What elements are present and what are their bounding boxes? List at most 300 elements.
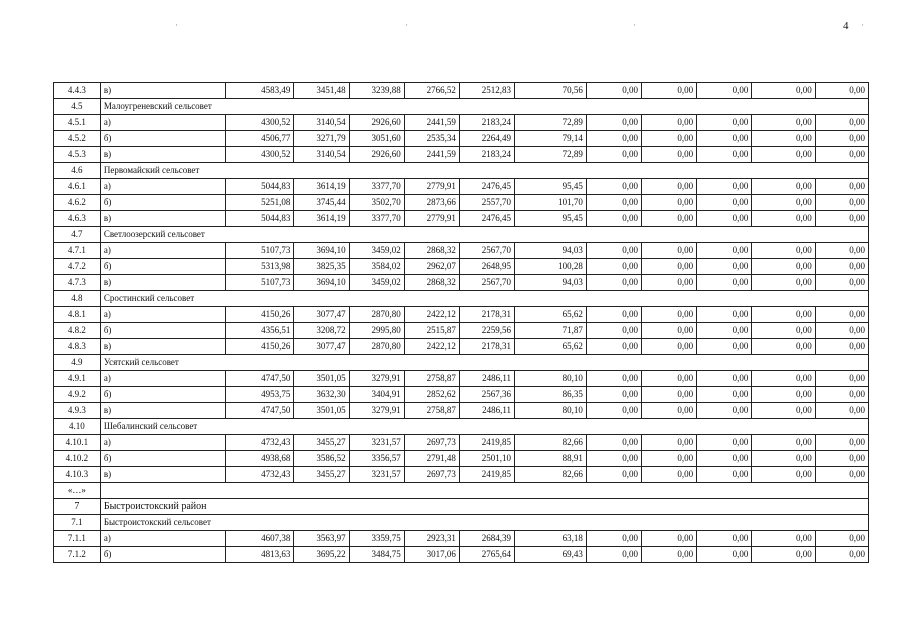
value-cell: 2486,11 (459, 371, 514, 387)
value-cell: 0,00 (752, 323, 815, 339)
value-cell: 0,00 (815, 275, 868, 291)
value-cell: 3451,48 (294, 83, 349, 99)
section-name: Малоугреневский сельсовет (100, 99, 868, 115)
value-cell: 4732,43 (225, 467, 294, 483)
value-cell: 4813,63 (225, 547, 294, 563)
value-cell: 0,00 (697, 259, 752, 275)
value-cell: 0,00 (752, 467, 815, 483)
value-cell: 0,00 (642, 115, 697, 131)
section-header-row (54, 515, 869, 531)
value-cell: 3140,54 (294, 115, 349, 131)
value-cell: 2791,48 (404, 451, 459, 467)
value-cell: 0,00 (752, 131, 815, 147)
table-row (54, 403, 869, 419)
value-cell: 63,18 (515, 531, 587, 547)
value-cell: 0,00 (697, 83, 752, 99)
scan-speck: · (405, 20, 408, 30)
value-cell: 2178,31 (459, 307, 514, 323)
section-header-row (54, 291, 869, 307)
value-cell: 0,00 (586, 131, 641, 147)
row-letter: а) (100, 435, 225, 451)
value-cell: 0,00 (642, 467, 697, 483)
value-cell: 65,62 (515, 307, 587, 323)
value-cell: 4607,38 (225, 531, 294, 547)
value-cell: 0,00 (815, 387, 868, 403)
value-cell: 5107,73 (225, 243, 294, 259)
value-cell: 0,00 (697, 371, 752, 387)
value-cell: 0,00 (697, 307, 752, 323)
value-cell: 80,10 (515, 371, 587, 387)
value-cell: 0,00 (752, 451, 815, 467)
value-cell: 3208,72 (294, 323, 349, 339)
row-letter: в) (100, 211, 225, 227)
value-cell: 5251,08 (225, 195, 294, 211)
value-cell: 2441,59 (404, 115, 459, 131)
value-cell: 3231,57 (349, 435, 404, 451)
value-cell: 82,66 (515, 467, 587, 483)
value-cell: 4150,26 (225, 307, 294, 323)
value-cell: 2758,87 (404, 403, 459, 419)
value-cell: 3484,75 (349, 547, 404, 563)
value-cell: 0,00 (752, 547, 815, 563)
value-cell: 0,00 (586, 403, 641, 419)
value-cell: 0,00 (642, 323, 697, 339)
value-cell: 80,10 (515, 403, 587, 419)
value-cell: 0,00 (642, 243, 697, 259)
table-row (54, 275, 869, 291)
value-cell: 0,00 (642, 275, 697, 291)
table-row (54, 147, 869, 163)
value-cell: 0,00 (815, 531, 868, 547)
value-cell: 2567,36 (459, 387, 514, 403)
page-number: 4 (843, 20, 849, 32)
value-cell: 0,00 (642, 83, 697, 99)
value-cell: 0,00 (815, 83, 868, 99)
value-cell: 5107,73 (225, 275, 294, 291)
value-cell: 2476,45 (459, 211, 514, 227)
row-letter: в) (100, 467, 225, 483)
value-cell: 3745,44 (294, 195, 349, 211)
value-cell: 2870,80 (349, 339, 404, 355)
value-cell: 3404,91 (349, 387, 404, 403)
table-row (54, 547, 869, 563)
value-cell: 2441,59 (404, 147, 459, 163)
value-cell: 0,00 (697, 275, 752, 291)
row-letter: б) (100, 259, 225, 275)
value-cell: 88,91 (515, 451, 587, 467)
value-cell: 0,00 (752, 147, 815, 163)
row-code: 4.6 (54, 163, 101, 179)
value-cell: 82,66 (515, 435, 587, 451)
row-letter: а) (100, 307, 225, 323)
section-name: Светлоозерский сельсовет (100, 227, 868, 243)
value-cell: 0,00 (815, 451, 868, 467)
row-letter: б) (100, 451, 225, 467)
value-cell: 0,00 (815, 147, 868, 163)
row-letter: в) (100, 83, 225, 99)
value-cell: 72,89 (515, 147, 587, 163)
value-cell: 0,00 (586, 195, 641, 211)
value-cell: 0,00 (752, 403, 815, 419)
row-code: 4.9 (54, 355, 101, 371)
value-cell: 5044,83 (225, 211, 294, 227)
table-row (54, 467, 869, 483)
value-cell: 0,00 (752, 371, 815, 387)
row-code: 4.5.3 (54, 147, 101, 163)
value-cell: 0,00 (642, 435, 697, 451)
value-cell: 0,00 (815, 307, 868, 323)
table-row (54, 211, 869, 227)
table-row (54, 307, 869, 323)
value-cell: 0,00 (697, 387, 752, 403)
value-cell: 2486,11 (459, 403, 514, 419)
value-cell: 2697,73 (404, 467, 459, 483)
value-cell: 79,14 (515, 131, 587, 147)
value-cell: 3459,02 (349, 275, 404, 291)
value-cell: 0,00 (697, 547, 752, 563)
row-letter: в) (100, 403, 225, 419)
value-cell: 4747,50 (225, 371, 294, 387)
row-code: 4.9.1 (54, 371, 101, 387)
value-cell: 0,00 (815, 195, 868, 211)
value-cell: 0,00 (815, 371, 868, 387)
value-cell: 0,00 (586, 547, 641, 563)
value-cell: 70,56 (515, 83, 587, 99)
row-code: 4.6.3 (54, 211, 101, 227)
value-cell: 95,45 (515, 179, 587, 195)
value-cell: 2264,49 (459, 131, 514, 147)
row-code: 4.4.3 (54, 83, 101, 99)
value-cell: 0,00 (752, 275, 815, 291)
row-letter: б) (100, 547, 225, 563)
value-cell: 4747,50 (225, 403, 294, 419)
row-code: 4.7.2 (54, 259, 101, 275)
value-cell: 86,35 (515, 387, 587, 403)
table-row (54, 531, 869, 547)
value-cell: 0,00 (586, 243, 641, 259)
value-cell: 4506,77 (225, 131, 294, 147)
value-cell: 2766,52 (404, 83, 459, 99)
row-code: 4.5 (54, 99, 101, 115)
value-cell: 0,00 (642, 307, 697, 323)
value-cell: 2873,66 (404, 195, 459, 211)
value-cell: 5313,98 (225, 259, 294, 275)
value-cell: 3501,05 (294, 403, 349, 419)
value-cell: 2923,31 (404, 531, 459, 547)
value-cell: 3279,91 (349, 371, 404, 387)
row-letter: а) (100, 115, 225, 131)
value-cell: 72,89 (515, 115, 587, 131)
value-cell: 0,00 (697, 131, 752, 147)
value-cell: 2684,39 (459, 531, 514, 547)
value-cell: 2476,45 (459, 179, 514, 195)
table-row (54, 371, 869, 387)
value-cell: 3239,88 (349, 83, 404, 99)
section-header-row (54, 99, 869, 115)
section-name: Усятский сельсовет (100, 355, 868, 371)
section-header-row (54, 355, 869, 371)
value-cell: 2765,64 (459, 547, 514, 563)
value-cell: 0,00 (586, 259, 641, 275)
value-cell: 0,00 (752, 339, 815, 355)
value-cell: 3502,70 (349, 195, 404, 211)
value-cell: 2183,24 (459, 115, 514, 131)
value-cell: 0,00 (752, 211, 815, 227)
value-cell: 2868,32 (404, 243, 459, 259)
scan-speck: · (175, 20, 178, 30)
value-cell: 0,00 (752, 115, 815, 131)
value-cell: 0,00 (697, 403, 752, 419)
value-cell: 0,00 (815, 115, 868, 131)
value-cell: 3077,47 (294, 307, 349, 323)
ellipsis-row (54, 483, 869, 499)
value-cell: 3455,27 (294, 435, 349, 451)
value-cell: 2259,56 (459, 323, 514, 339)
table-row (54, 323, 869, 339)
value-cell: 0,00 (697, 179, 752, 195)
value-cell: 2557,70 (459, 195, 514, 211)
value-cell: 0,00 (752, 435, 815, 451)
row-code: 4.7.1 (54, 243, 101, 259)
value-cell: 0,00 (697, 195, 752, 211)
value-cell: 2419,85 (459, 435, 514, 451)
row-code: 4.8.3 (54, 339, 101, 355)
table-row (54, 195, 869, 211)
value-cell: 0,00 (815, 211, 868, 227)
value-cell: 3077,47 (294, 339, 349, 355)
value-cell: 0,00 (752, 259, 815, 275)
section-name: Шебалинский сельсовет (100, 419, 868, 435)
value-cell: 94,03 (515, 275, 587, 291)
row-code: 4.10.2 (54, 451, 101, 467)
value-cell: 0,00 (815, 131, 868, 147)
value-cell: 2501,10 (459, 451, 514, 467)
value-cell: 3140,54 (294, 147, 349, 163)
row-letter: б) (100, 387, 225, 403)
table-row (54, 179, 869, 195)
value-cell: 0,00 (815, 243, 868, 259)
value-cell: 0,00 (697, 467, 752, 483)
value-cell: 0,00 (642, 403, 697, 419)
value-cell: 2962,07 (404, 259, 459, 275)
table-row (54, 435, 869, 451)
value-cell: 4300,52 (225, 115, 294, 131)
value-cell: 3695,22 (294, 547, 349, 563)
value-cell: 0,00 (697, 435, 752, 451)
value-cell: 2870,80 (349, 307, 404, 323)
value-cell: 0,00 (642, 451, 697, 467)
value-cell: 0,00 (586, 467, 641, 483)
value-cell: 3279,91 (349, 403, 404, 419)
row-code: 4.6.1 (54, 179, 101, 195)
table-row (54, 387, 869, 403)
row-code: 4.8.1 (54, 307, 101, 323)
value-cell: 2995,80 (349, 323, 404, 339)
value-cell: 5044,83 (225, 179, 294, 195)
value-cell: 0,00 (697, 531, 752, 547)
value-cell: 0,00 (586, 435, 641, 451)
table-row (54, 339, 869, 355)
row-code: 4.10.3 (54, 467, 101, 483)
row-code: 7.1 (54, 515, 101, 531)
value-cell: 2926,60 (349, 147, 404, 163)
section-header-row (54, 227, 869, 243)
row-code: 4.5.1 (54, 115, 101, 131)
value-cell: 3017,06 (404, 547, 459, 563)
value-cell: 0,00 (586, 115, 641, 131)
value-cell: 2852,62 (404, 387, 459, 403)
value-cell: 0,00 (697, 323, 752, 339)
value-cell: 3377,70 (349, 179, 404, 195)
value-cell: 2422,12 (404, 307, 459, 323)
value-cell: 2648,95 (459, 259, 514, 275)
row-code: 4.8.2 (54, 323, 101, 339)
value-cell: 100,28 (515, 259, 587, 275)
empty-cell (100, 483, 868, 499)
value-cell: 0,00 (586, 339, 641, 355)
value-cell: 0,00 (642, 147, 697, 163)
value-cell: 0,00 (642, 371, 697, 387)
row-code: 4.5.2 (54, 131, 101, 147)
row-code: 4.7 (54, 227, 101, 243)
row-letter: а) (100, 531, 225, 547)
value-cell: 3825,35 (294, 259, 349, 275)
table-row (54, 83, 869, 99)
row-letter: б) (100, 195, 225, 211)
value-cell: 0,00 (815, 467, 868, 483)
value-cell: 4583,49 (225, 83, 294, 99)
value-cell: 0,00 (815, 435, 868, 451)
value-cell: 3694,10 (294, 275, 349, 291)
value-cell: 3694,10 (294, 243, 349, 259)
value-cell: 0,00 (752, 531, 815, 547)
value-cell: 0,00 (642, 211, 697, 227)
value-cell: 2178,31 (459, 339, 514, 355)
value-cell: 0,00 (752, 307, 815, 323)
scan-speck: · (633, 20, 636, 30)
row-code: «…» (54, 483, 101, 499)
table-row (54, 131, 869, 147)
table-row (54, 243, 869, 259)
value-cell: 2535,34 (404, 131, 459, 147)
row-code: 7.1.2 (54, 547, 101, 563)
value-cell: 0,00 (697, 451, 752, 467)
value-cell: 2779,91 (404, 179, 459, 195)
value-cell: 0,00 (586, 307, 641, 323)
row-code: 4.10 (54, 419, 101, 435)
value-cell: 2697,73 (404, 435, 459, 451)
table-row (54, 259, 869, 275)
section-header-row (54, 419, 869, 435)
scan-speck: · (861, 20, 864, 30)
section-name: Первомайский сельсовет (100, 163, 868, 179)
value-cell: 65,62 (515, 339, 587, 355)
table-row (54, 115, 869, 131)
row-code: 4.8 (54, 291, 101, 307)
value-cell: 0,00 (815, 403, 868, 419)
section-header-row (54, 163, 869, 179)
section-name: Сростинский сельсовет (100, 291, 868, 307)
value-cell: 0,00 (815, 547, 868, 563)
value-cell: 0,00 (642, 195, 697, 211)
row-letter: б) (100, 131, 225, 147)
value-cell: 0,00 (697, 115, 752, 131)
row-code: 4.10.1 (54, 435, 101, 451)
value-cell: 4150,26 (225, 339, 294, 355)
section-name: Быстроистокский район (100, 499, 868, 515)
value-cell: 0,00 (752, 243, 815, 259)
value-cell: 2567,70 (459, 243, 514, 259)
value-cell: 2758,87 (404, 371, 459, 387)
value-cell: 0,00 (586, 83, 641, 99)
value-cell: 69,43 (515, 547, 587, 563)
value-cell: 0,00 (642, 339, 697, 355)
value-cell: 0,00 (752, 179, 815, 195)
value-cell: 0,00 (815, 179, 868, 195)
value-cell: 0,00 (586, 179, 641, 195)
value-cell: 0,00 (815, 259, 868, 275)
value-cell: 3377,70 (349, 211, 404, 227)
value-cell: 2515,87 (404, 323, 459, 339)
row-code: 7.1.1 (54, 531, 101, 547)
row-letter: в) (100, 147, 225, 163)
section-name: Быстроистокский сельсовет (100, 515, 868, 531)
value-cell: 0,00 (586, 451, 641, 467)
row-code: 4.9.3 (54, 403, 101, 419)
value-cell: 2422,12 (404, 339, 459, 355)
value-cell: 0,00 (586, 275, 641, 291)
row-letter: а) (100, 371, 225, 387)
row-letter: а) (100, 243, 225, 259)
table-row (54, 451, 869, 467)
row-letter: в) (100, 339, 225, 355)
row-letter: в) (100, 275, 225, 291)
value-cell: 2779,91 (404, 211, 459, 227)
row-code: 4.7.3 (54, 275, 101, 291)
value-cell: 0,00 (752, 387, 815, 403)
value-cell: 0,00 (697, 147, 752, 163)
value-cell: 3356,57 (349, 451, 404, 467)
value-cell: 4953,75 (225, 387, 294, 403)
value-cell: 0,00 (586, 531, 641, 547)
value-cell: 0,00 (642, 531, 697, 547)
value-cell: 0,00 (815, 339, 868, 355)
value-cell: 2183,24 (459, 147, 514, 163)
value-cell: 71,87 (515, 323, 587, 339)
value-cell: 2512,83 (459, 83, 514, 99)
value-cell: 3459,02 (349, 243, 404, 259)
value-cell: 4356,51 (225, 323, 294, 339)
value-cell: 2419,85 (459, 467, 514, 483)
value-cell: 0,00 (586, 371, 641, 387)
value-cell: 0,00 (642, 387, 697, 403)
table-body (54, 83, 869, 563)
value-cell: 3231,57 (349, 467, 404, 483)
value-cell: 3271,79 (294, 131, 349, 147)
value-cell: 94,03 (515, 243, 587, 259)
value-cell: 3614,19 (294, 179, 349, 195)
value-cell: 3359,75 (349, 531, 404, 547)
value-cell: 0,00 (697, 211, 752, 227)
value-cell: 3501,05 (294, 371, 349, 387)
value-cell: 0,00 (752, 83, 815, 99)
row-letter: б) (100, 323, 225, 339)
value-cell: 0,00 (697, 243, 752, 259)
value-cell: 3614,19 (294, 211, 349, 227)
value-cell: 0,00 (697, 339, 752, 355)
value-cell: 4732,43 (225, 435, 294, 451)
row-code: 4.9.2 (54, 387, 101, 403)
